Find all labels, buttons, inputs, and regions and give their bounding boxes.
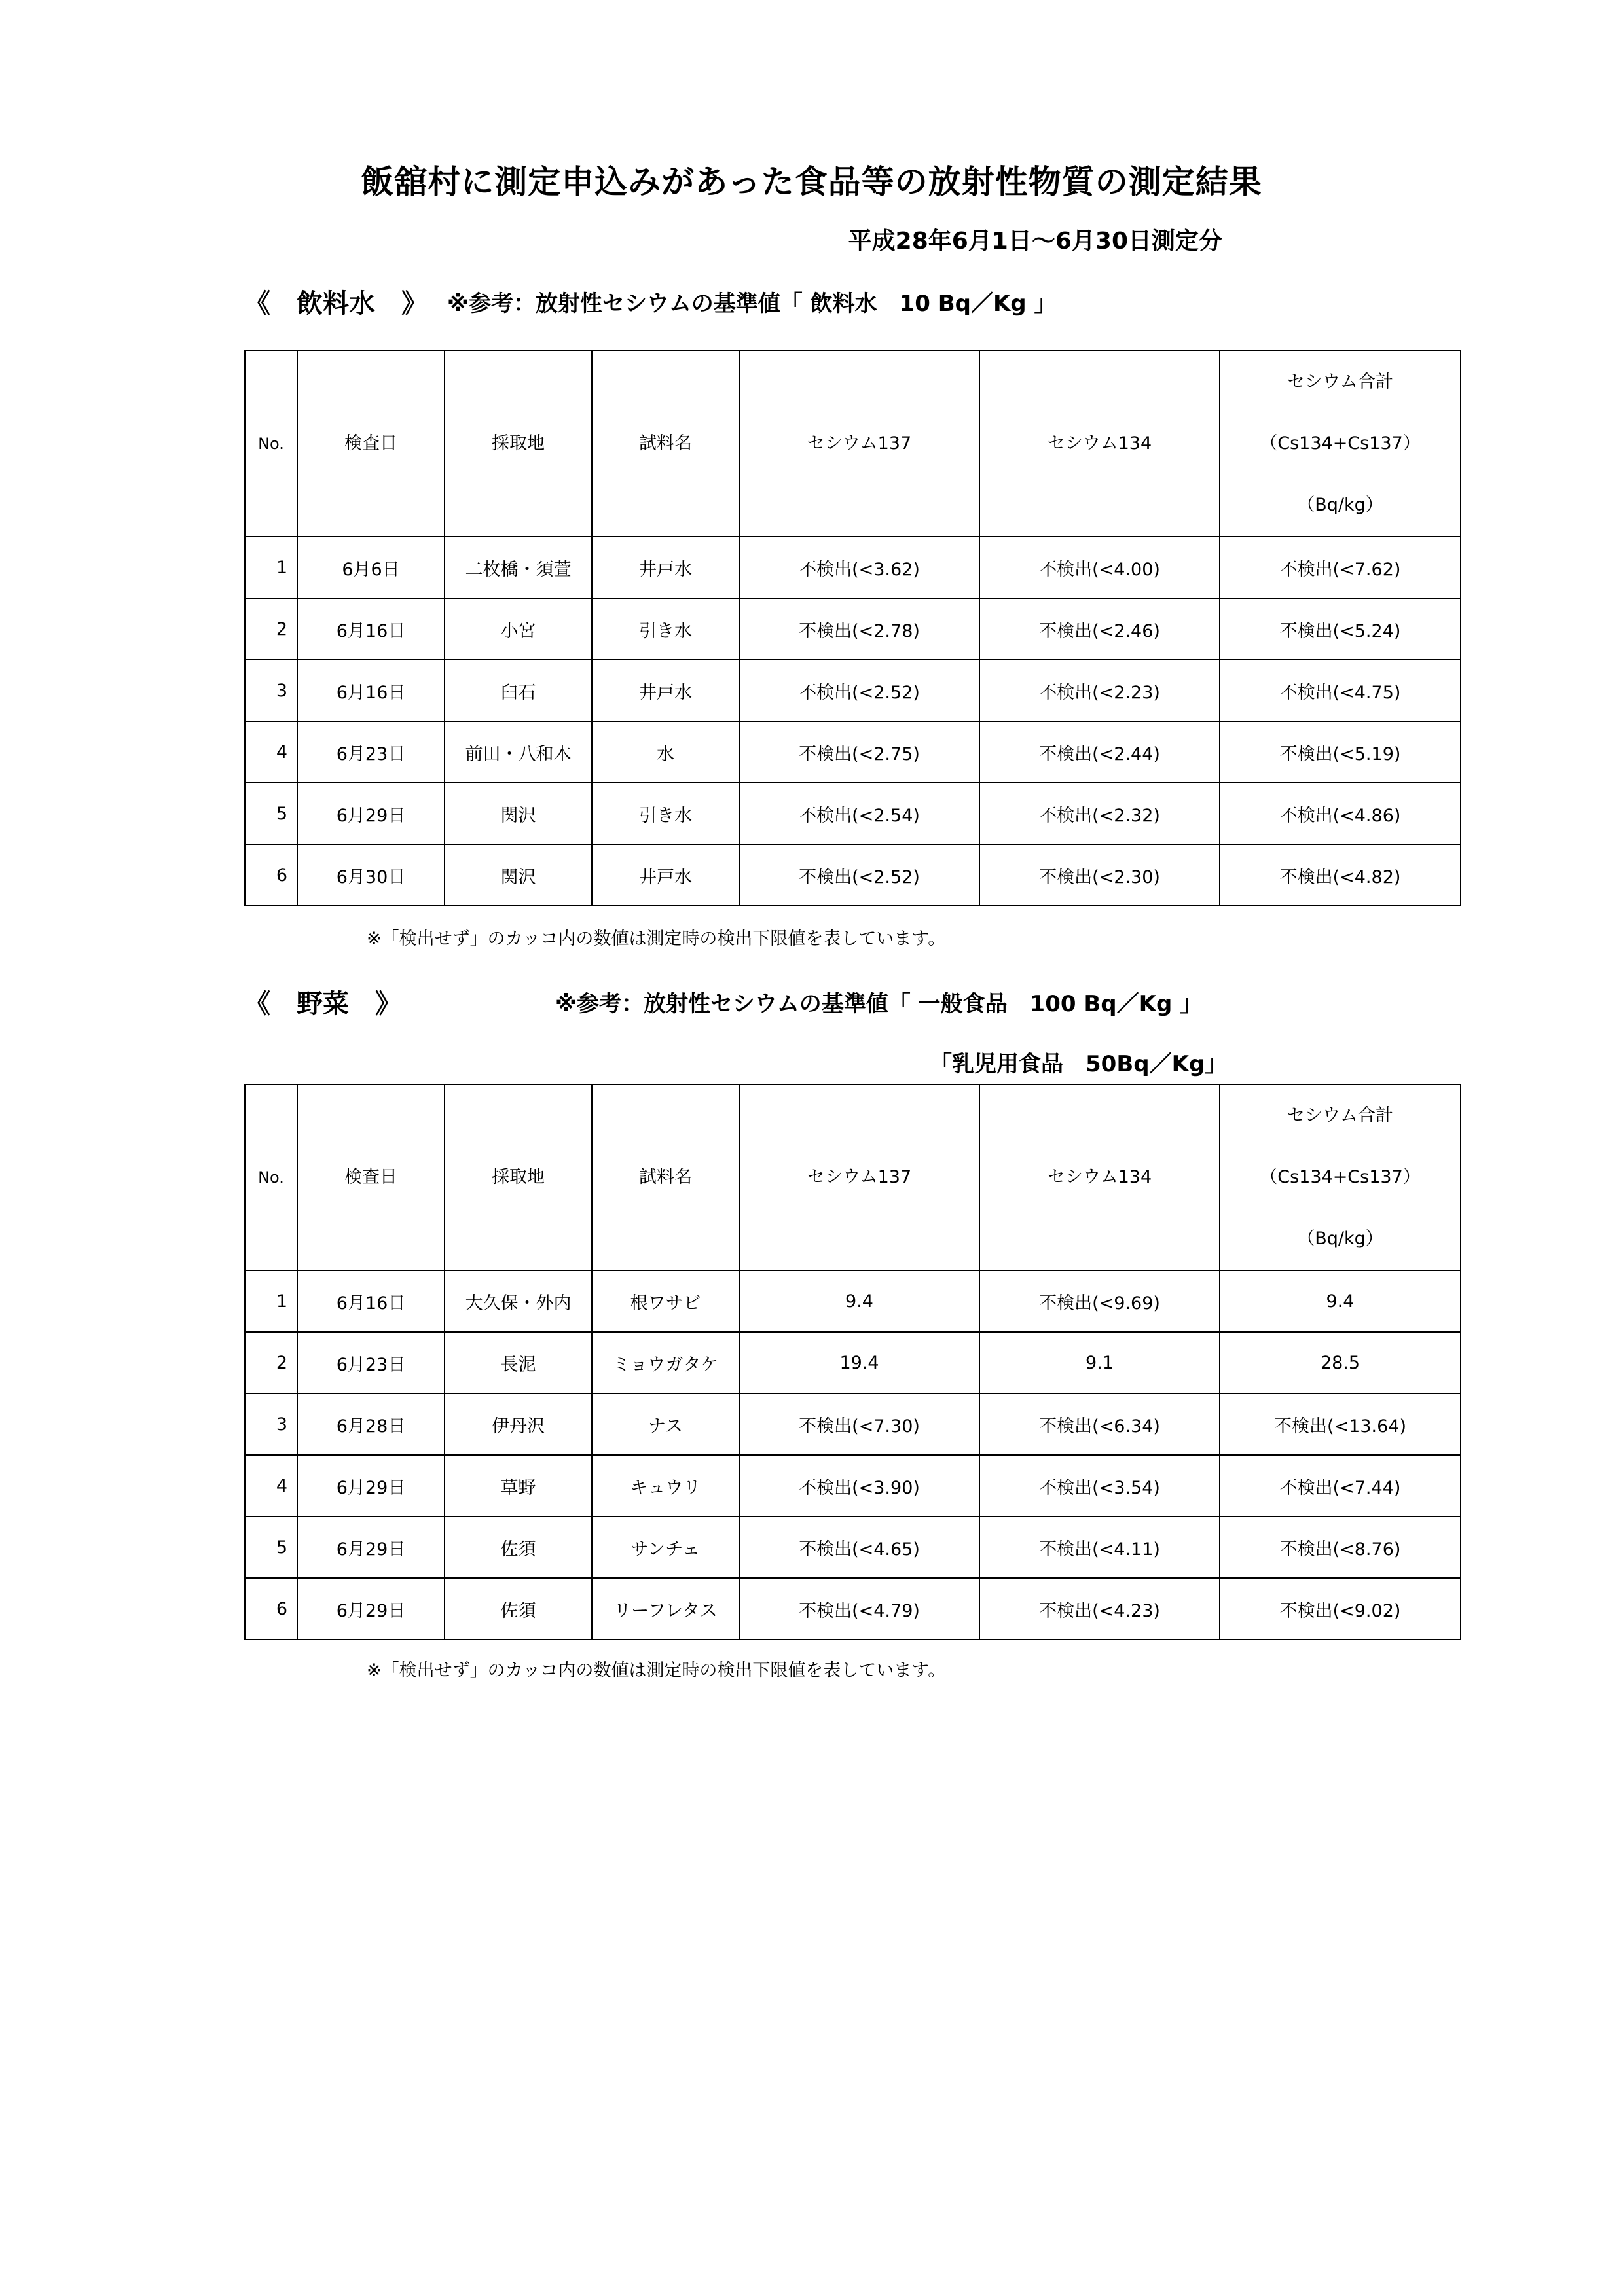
cell-no: 1: [245, 537, 297, 598]
cell-sample: 水: [592, 721, 739, 783]
cell-location: 二枚橋・須萱: [445, 537, 592, 598]
cell-cs134: 不検出(<2.23): [979, 660, 1220, 721]
column-header-total-line2: （Cs134+Cs137）: [1260, 1167, 1421, 1187]
cell-cs137: 不検出(<3.90): [739, 1455, 979, 1516]
cell-no: 2: [245, 598, 297, 660]
table-row: [245, 721, 1461, 783]
column-header-total: [1220, 1085, 1461, 1270]
cell-sample: ミョウガタケ: [592, 1332, 739, 1393]
cell-date: 6月29日: [297, 1455, 445, 1516]
table-row: [245, 1332, 1461, 1393]
column-header-no: No.: [245, 351, 297, 537]
cell-cs134: 9.1: [979, 1332, 1220, 1393]
vegetables-results-table: [244, 1084, 1461, 1640]
cell-sample: キュウリ: [592, 1455, 739, 1516]
cell-sample: 井戸水: [592, 537, 739, 598]
table-row: [245, 537, 1461, 598]
cell-cs137: 不検出(<2.52): [739, 660, 979, 721]
cell-total: 不検出(<7.62): [1220, 537, 1461, 598]
column-header-total-line2: （Cs134+Cs137）: [1260, 433, 1421, 454]
cell-cs137: 不検出(<2.75): [739, 721, 979, 783]
cell-cs137: 19.4: [739, 1332, 979, 1393]
cell-date: 6月6日: [297, 537, 445, 598]
cell-no: 6: [245, 1578, 297, 1640]
cell-sample: 引き水: [592, 598, 739, 660]
cell-no: 3: [245, 1393, 297, 1455]
cell-date: 6月23日: [297, 1332, 445, 1393]
cell-date: 6月30日: [297, 844, 445, 906]
cell-total: 28.5: [1220, 1332, 1461, 1393]
column-header-no: No.: [245, 1085, 297, 1270]
table-row: [245, 598, 1461, 660]
column-header-sample: 試料名: [592, 351, 739, 537]
footnote-vegetables: ※「検出せず」のカッコ内の数値は測定時の検出下限値を表しています。: [367, 1660, 946, 1681]
cell-date: 6月29日: [297, 1578, 445, 1640]
cell-cs134: 不検出(<9.69): [979, 1270, 1220, 1332]
table-row: [245, 1578, 1461, 1640]
cell-no: 5: [245, 1516, 297, 1578]
cell-location: 大久保・外内: [445, 1270, 592, 1332]
reference-standard-infant-food: 「乳児用食品 50Bq／Kg」: [930, 1051, 1228, 1077]
column-header-total-line1: セシウム合計: [1287, 1105, 1393, 1126]
table-row: [245, 1455, 1461, 1516]
cell-cs137: 不検出(<4.79): [739, 1578, 979, 1640]
cell-cs137: 不検出(<7.30): [739, 1393, 979, 1455]
cell-total: 9.4: [1220, 1270, 1461, 1332]
cell-cs137: 9.4: [739, 1270, 979, 1332]
cell-cs137: 不検出(<3.62): [739, 537, 979, 598]
column-header-location: 採取地: [445, 351, 592, 537]
column-header-date: 検査日: [297, 351, 445, 537]
cell-date: 6月29日: [297, 783, 445, 844]
column-header-cs137: セシウム137: [739, 351, 979, 537]
cell-cs134: 不検出(<2.32): [979, 783, 1220, 844]
table-row: [245, 844, 1461, 906]
cell-date: 6月16日: [297, 598, 445, 660]
cell-total: 不検出(<4.86): [1220, 783, 1461, 844]
cell-sample: 根ワサビ: [592, 1270, 739, 1332]
cell-cs134: 不検出(<2.46): [979, 598, 1220, 660]
footnote-drinking-water: ※「検出せず」のカッコ内の数値は測定時の検出下限値を表しています。: [367, 929, 946, 949]
cell-sample: リーフレタス: [592, 1578, 739, 1640]
column-header-total-line3: （Bq/kg）: [1297, 1229, 1383, 1249]
reference-standard-general-food: ※参考：放射性セシウムの基準値「 一般食品 100 Bq／Kg 」: [555, 991, 1203, 1017]
cell-sample: ナス: [592, 1393, 739, 1455]
cell-location: 長泥: [445, 1332, 592, 1393]
cell-cs137: 不検出(<2.54): [739, 783, 979, 844]
column-header-total-line1: セシウム合計: [1287, 372, 1393, 392]
cell-cs134: 不検出(<4.23): [979, 1578, 1220, 1640]
cell-cs134: 不検出(<4.00): [979, 537, 1220, 598]
cell-no: 5: [245, 783, 297, 844]
column-header-cs137: セシウム137: [739, 1085, 979, 1270]
cell-sample: 引き水: [592, 783, 739, 844]
cell-cs137: 不検出(<4.65): [739, 1516, 979, 1578]
cell-location: 草野: [445, 1455, 592, 1516]
cell-no: 4: [245, 721, 297, 783]
table-row: [245, 1270, 1461, 1332]
page-title: 飯舘村に測定申込みがあった食品等の放射性物質の測定結果: [361, 163, 1262, 201]
cell-total: 不検出(<5.19): [1220, 721, 1461, 783]
cell-location: 関沢: [445, 783, 592, 844]
cell-total: 不検出(<5.24): [1220, 598, 1461, 660]
drinking-water-results-table: [244, 350, 1461, 906]
section-heading-vegetables: 《 野菜 》: [244, 989, 401, 1019]
cell-cs134: 不検出(<2.30): [979, 844, 1220, 906]
cell-location: 佐須: [445, 1578, 592, 1640]
cell-no: 1: [245, 1270, 297, 1332]
reference-standard-drinking-water: ※参考：放射性セシウムの基準値「 飲料水 10 Bq／Kg 」: [447, 291, 1057, 317]
cell-location: 伊丹沢: [445, 1393, 592, 1455]
cell-location: 臼石: [445, 660, 592, 721]
column-header-date: 検査日: [297, 1085, 445, 1270]
cell-no: 2: [245, 1332, 297, 1393]
cell-total: 不検出(<7.44): [1220, 1455, 1461, 1516]
table-header-row: [245, 1085, 1461, 1270]
cell-date: 6月23日: [297, 721, 445, 783]
cell-sample: サンチェ: [592, 1516, 739, 1578]
cell-cs134: 不検出(<6.34): [979, 1393, 1220, 1455]
cell-cs137: 不検出(<2.78): [739, 598, 979, 660]
cell-date: 6月28日: [297, 1393, 445, 1455]
cell-total: 不検出(<13.64): [1220, 1393, 1461, 1455]
cell-location: 関沢: [445, 844, 592, 906]
column-header-cs134: セシウム134: [979, 351, 1220, 537]
column-header-cs134: セシウム134: [979, 1085, 1220, 1270]
cell-total: 不検出(<4.82): [1220, 844, 1461, 906]
table-header-row: [245, 351, 1461, 537]
cell-date: 6月16日: [297, 1270, 445, 1332]
cell-total: 不検出(<9.02): [1220, 1578, 1461, 1640]
cell-no: 6: [245, 844, 297, 906]
table-row: [245, 1516, 1461, 1578]
column-header-total-line3: （Bq/kg）: [1297, 495, 1383, 515]
section-heading-drinking-water: 《 飲料水 》: [244, 289, 428, 319]
cell-sample: 井戸水: [592, 844, 739, 906]
cell-total: 不検出(<4.75): [1220, 660, 1461, 721]
cell-location: 佐須: [445, 1516, 592, 1578]
column-header-total: [1220, 351, 1461, 537]
cell-cs134: 不検出(<4.11): [979, 1516, 1220, 1578]
cell-cs134: 不検出(<2.44): [979, 721, 1220, 783]
column-header-location: 採取地: [445, 1085, 592, 1270]
cell-date: 6月16日: [297, 660, 445, 721]
column-header-sample: 試料名: [592, 1085, 739, 1270]
cell-total: 不検出(<8.76): [1220, 1516, 1461, 1578]
cell-sample: 井戸水: [592, 660, 739, 721]
table-row: [245, 660, 1461, 721]
table-row: [245, 783, 1461, 844]
cell-cs137: 不検出(<2.52): [739, 844, 979, 906]
cell-cs134: 不検出(<3.54): [979, 1455, 1220, 1516]
table-row: [245, 1393, 1461, 1455]
cell-no: 4: [245, 1455, 297, 1516]
cell-date: 6月29日: [297, 1516, 445, 1578]
cell-location: 前田・八和木: [445, 721, 592, 783]
measurement-period: 平成28年6月1日～6月30日測定分: [848, 228, 1222, 255]
cell-no: 3: [245, 660, 297, 721]
cell-location: 小宮: [445, 598, 592, 660]
